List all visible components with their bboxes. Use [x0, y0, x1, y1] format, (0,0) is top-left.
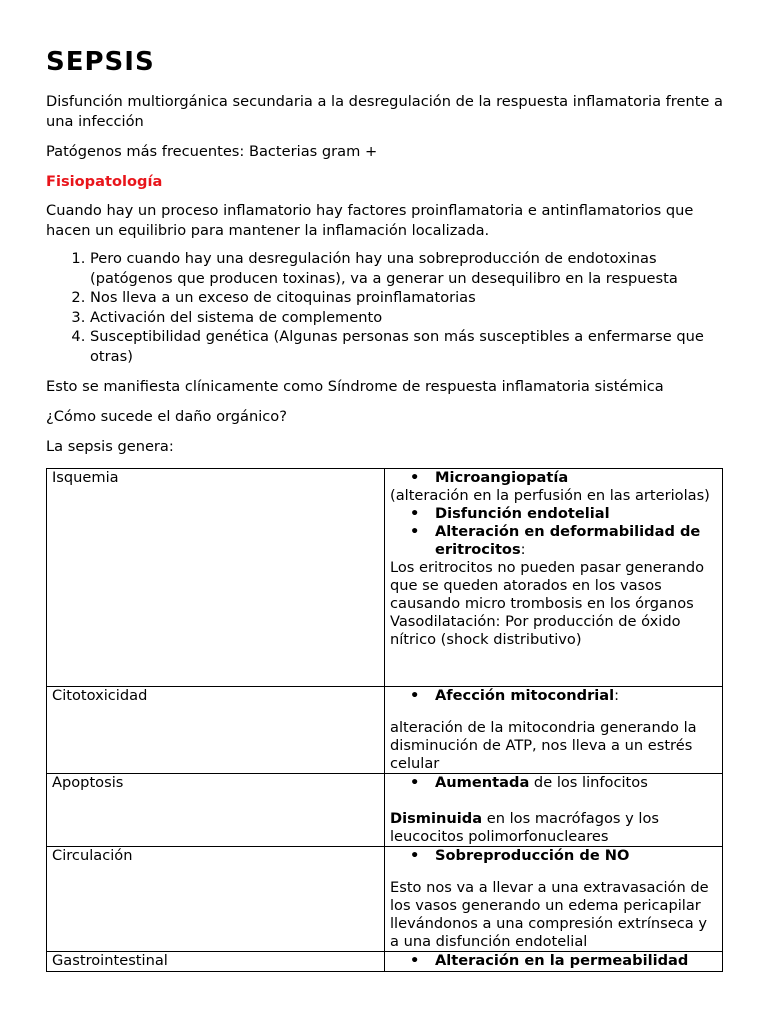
cell-text: Disminuida en los macrófagos y los leucocitos polimorfonucleares — [390, 810, 659, 845]
bullet-item: • Disfunción endotelial — [390, 505, 717, 523]
cell-text: (alteración en la perfusión en las arteriolas) — [390, 487, 710, 504]
manifest-paragraph: Esto se manifiesta clínicamente como Síndrome de respuesta inflamatoria sistémica — [46, 378, 664, 395]
bullet-item: • Aumentada de los linfocitos — [390, 774, 717, 792]
table-row — [47, 952, 723, 972]
row-label: Isquemia — [47, 469, 385, 687]
row-content — [385, 687, 723, 774]
cell-text: Esto nos va a llevar a una extravasación de los vasos generando un edema pericapilar llevándonos a una compresión extrínseca y a una disfunción endotelial — [390, 879, 709, 950]
bullet-item: • Alteración en la permeabilidad — [390, 952, 717, 970]
row-label: Citotoxicidad — [47, 687, 385, 774]
table-row — [47, 774, 723, 847]
row-label: Apoptosis — [47, 774, 385, 847]
list-item: 1. Pero cuando hay una desregulación hay una sobreproducción de endotoxinas (patógenos que producen toxinas), va a generar un desequilibro en la respuesta — [90, 249, 726, 288]
row-content — [385, 469, 723, 687]
table-row — [47, 687, 723, 774]
row-content — [385, 952, 723, 972]
genera-paragraph: La sepsis genera: — [46, 438, 174, 455]
definition-paragraph: Disfunción multiorgánica secundaria a la desregulación de la respuesta inflamatoria frente a una infección — [46, 93, 723, 130]
row-content — [385, 774, 723, 847]
list-item: 3. Activación del sistema de complemento — [90, 308, 726, 328]
table-row — [47, 469, 723, 687]
cell-text: Vasodilatación: Por producción de óxido nítrico (shock distributivo) — [390, 613, 681, 648]
question-paragraph: ¿Cómo sucede el daño orgánico? — [46, 408, 287, 425]
row-label: Circulación — [47, 847, 385, 952]
section-heading: Fisiopatología — [46, 173, 163, 190]
bullet-item: • Microangiopatía — [390, 469, 717, 487]
bullet-item: • Alteración en deformabilidad de eritrocitos: — [390, 523, 717, 559]
intro-paragraph: Cuando hay un proceso inflamatorio hay factores proinflamatoria e antinflamatorios que hacen un equilibrio para mantener la inflamación localizada. — [46, 202, 694, 239]
bullet-item: • Afección mitocondrial: — [390, 687, 717, 705]
table-row — [47, 847, 723, 952]
mechanism-list — [46, 249, 726, 366]
cell-text: Los eritrocitos no pueden pasar generando que se queden atorados en los vasos causando micro trombosis en los órganos — [390, 559, 705, 612]
row-content — [385, 847, 723, 952]
bullet-item: • Sobreproducción de NO — [390, 847, 717, 865]
cell-text: alteración de la mitocondria generando la disminución de ATP, nos lleva a un estrés celular — [390, 719, 697, 772]
page-title: SEPSIS — [46, 47, 155, 77]
list-item: 4. Susceptibilidad genética (Algunas personas son más susceptibles a enfermarse que otras) — [90, 327, 726, 366]
row-label: Gastrointestinal — [47, 952, 385, 972]
pathogens-paragraph: Patógenos más frecuentes: Bacterias gram + — [46, 143, 378, 160]
organ-damage-table — [46, 468, 723, 972]
list-item: 2. Nos lleva a un exceso de citoquinas proinflamatorias — [90, 288, 726, 308]
